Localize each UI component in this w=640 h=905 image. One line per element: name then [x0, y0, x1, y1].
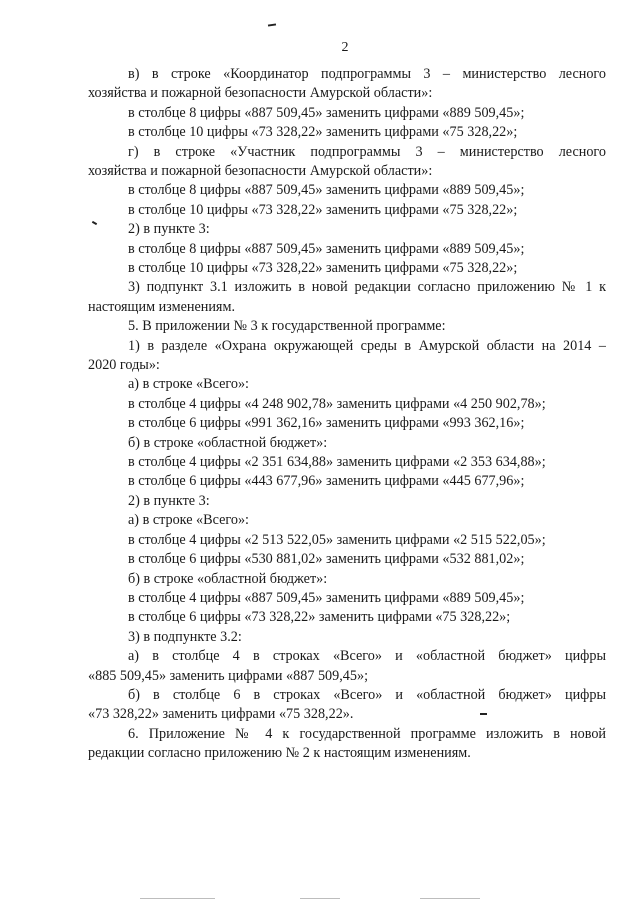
text-line: в столбце 6 цифры «443 677,96» заменить цифрами «445 677,96»; — [128, 473, 525, 490]
text-line: настоящим изменениям. — [88, 298, 235, 315]
text-line: в столбце 6 цифры «991 362,16» заменить цифрами «993 362,16»; — [128, 415, 525, 432]
text-line: б) в строке «областной бюджет»: — [128, 434, 328, 451]
document-body — [88, 65, 606, 764]
text-line: 2) в пункте 3: — [128, 221, 210, 238]
text-line: г) в строке «Участник подпрограммы 3 – министерство лесного — [128, 143, 606, 160]
scan-edge-mark — [420, 898, 480, 899]
page-number: 2 — [341, 40, 349, 55]
text-line: 1) в разделе «Охрана окружающей среды в Амурской области на 2014 – — [128, 337, 606, 354]
text-line: в столбце 4 цифры «887 509,45» заменить цифрами «889 509,45»; — [128, 589, 525, 606]
text-line: в столбце 6 цифры «73 328,22» заменить цифрами «75 328,22»; — [128, 609, 511, 626]
text-line: 2020 годы»: — [88, 357, 160, 374]
scan-speck — [268, 23, 276, 26]
text-line: в столбце 4 цифры «4 248 902,78» заменить цифрами «4 250 902,78»; — [128, 395, 546, 412]
text-line: а) в столбце 4 в строках «Всего» и «областной бюджет» цифры — [128, 648, 606, 665]
text-line: 3) подпункт 3.1 изложить в новой редакции согласно приложению № 1 к — [128, 279, 606, 296]
text-line: в столбце 8 цифры «887 509,45» заменить цифрами «889 509,45»; — [128, 104, 525, 121]
text-line: в столбце 10 цифры «73 328,22» заменить цифрами «75 328,22»; — [128, 260, 518, 277]
text-line: в столбце 10 цифры «73 328,22» заменить цифрами «75 328,22»; — [128, 124, 518, 141]
scan-edge-mark — [300, 898, 340, 899]
text-line: «73 328,22» заменить цифрами «75 328,22». — [88, 706, 354, 723]
text-line: 3) в подпункте 3.2: — [128, 628, 242, 645]
text-line: «885 509,45» заменить цифрами «887 509,45»; — [88, 667, 369, 684]
text-line: а) в строке «Всего»: — [128, 512, 249, 529]
text-line: в столбце 10 цифры «73 328,22» заменить цифрами «75 328,22»; — [128, 201, 518, 218]
text-line: в столбце 8 цифры «887 509,45» заменить цифрами «889 509,45»; — [128, 240, 525, 257]
text-line: редакции согласно приложению № 2 к настоящим изменениям. — [88, 745, 471, 762]
text-line: 5. В приложении № 3 к государственной программе: — [128, 318, 446, 335]
text-line: в столбце 8 цифры «887 509,45» заменить цифрами «889 509,45»; — [128, 182, 525, 199]
text-line: в столбце 4 цифры «2 513 522,05» заменить цифрами «2 515 522,05»; — [128, 531, 546, 548]
text-line: 2) в пункте 3: — [128, 492, 210, 509]
text-line: б) в строке «областной бюджет»: — [128, 570, 328, 587]
text-line: хозяйства и пожарной безопасности Амурской области»: — [88, 85, 433, 102]
text-line: хозяйства и пожарной безопасности Амурской области»: — [88, 163, 433, 179]
scan-edge-mark — [140, 898, 215, 899]
text-line: в) в строке «Координатор подпрограммы 3 – министерство лесного — [128, 66, 606, 82]
text-line: в столбце 4 цифры «2 351 634,88» заменить цифрами «2 353 634,88»; — [128, 454, 546, 471]
text-line: б) в столбце 6 в строках «Всего» и «областной бюджет» цифры — [128, 686, 606, 703]
text-line: в столбце 6 цифры «530 881,02» заменить цифрами «532 881,02»; — [128, 551, 525, 568]
text-line: а) в строке «Всего»: — [128, 376, 249, 393]
text-line: 6. Приложение № 4 к государственной программе изложить в новой — [128, 725, 606, 742]
